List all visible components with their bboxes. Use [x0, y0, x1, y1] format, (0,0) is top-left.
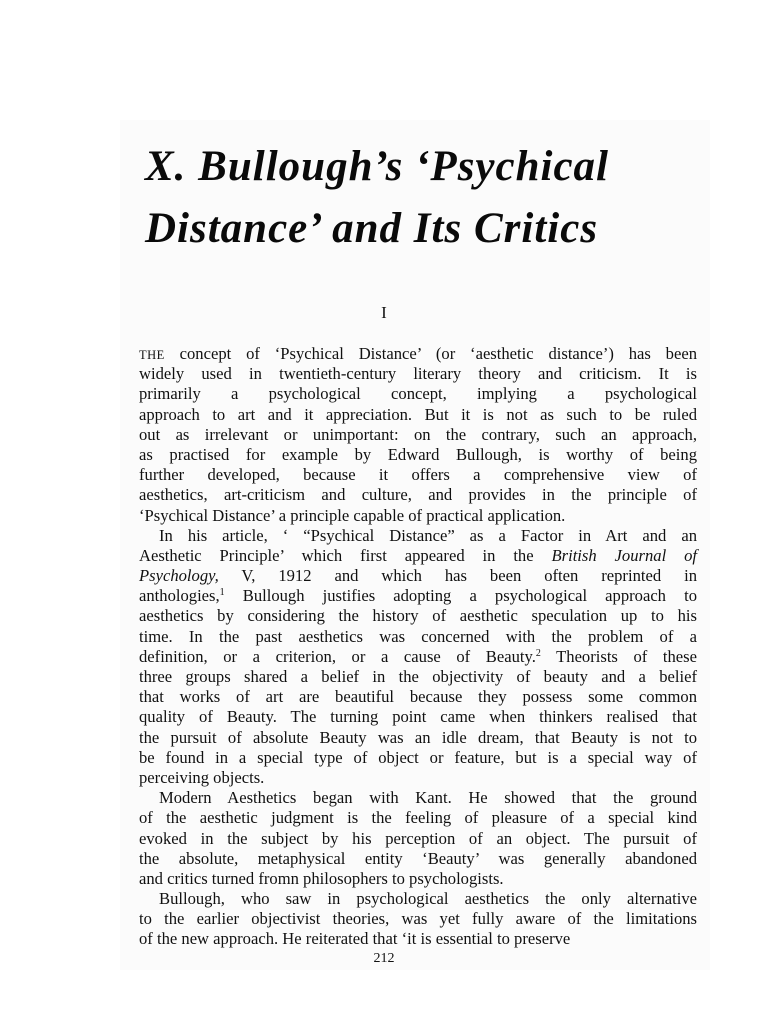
text-line — [139, 384, 697, 404]
text-segment: evoked in the subject by his perception of an object. The pursuit of — [139, 828, 697, 848]
text-segment: to the earlier objectivist theories, was yet fully aware of the limitations — [139, 909, 697, 929]
text-segment: In his article, ‘ “Psychical Distance” as a Factor in Art and an — [159, 525, 697, 545]
text-line — [139, 485, 697, 505]
text-line — [139, 849, 697, 869]
text-segment: concept of ‘Psychical Distance’ (or ‘aesthetic distance’) has been — [164, 344, 697, 363]
text-segment: perceiving objects. — [139, 767, 265, 787]
text-segment: the absolute, metaphysical entity ‘Beauty’ was generally abandoned — [139, 848, 697, 868]
text-line — [139, 405, 697, 425]
text-segment: the pursuit of absolute Beauty was an idle dream, that Beauty is not to — [139, 727, 697, 747]
italic-text: Psychology, — [139, 566, 219, 586]
text-segment: out as irrelevant or unimportant: on the contrary, such an approach, — [139, 424, 697, 444]
text-line — [139, 627, 697, 647]
text-line — [139, 829, 697, 849]
text-segment: three groups shared a belief in the objectivity of beauty and a belief — [139, 667, 697, 686]
text-segment: anthologies, — [139, 586, 220, 606]
text-segment: time. In the past aesthetics was concerned with the problem of a — [139, 626, 697, 646]
text-line — [139, 929, 697, 949]
text-line — [139, 586, 697, 606]
text-line — [139, 465, 697, 485]
body-text — [139, 344, 697, 950]
text-segment: of the aesthetic judgment is the feeling of pleasure of a special kind — [139, 808, 697, 828]
text-segment: of the new approach. He reiterated that ‘it is essential to preserve — [139, 929, 571, 949]
text-line — [139, 344, 697, 364]
text-line — [139, 445, 697, 465]
text-segment: ‘Psychical Distance’ a principle capable of practical application. — [139, 505, 566, 525]
text-line — [139, 647, 697, 667]
paragraph — [139, 526, 697, 788]
text-segment: widely used in twentieth-century literary theory and criticism. It is — [139, 364, 697, 384]
text-segment: be found in a special type of object or feature, but is a special way of — [139, 747, 697, 767]
text-line — [139, 909, 697, 929]
text-line — [139, 768, 697, 788]
text-line — [139, 788, 697, 808]
paragraph — [139, 344, 697, 526]
text-line — [139, 506, 697, 526]
text-line — [139, 425, 697, 445]
text-segment: Modern Aesthetics began with Kant. He showed that the ground — [159, 788, 697, 808]
text-segment: that works of art are beautiful because they possess some common — [139, 687, 697, 707]
text-line — [139, 546, 697, 566]
text-segment: Theorists of these — [540, 646, 697, 666]
text-line — [139, 667, 697, 687]
text-segment: Aesthetic Principle’ which first appeared in the — [139, 545, 552, 565]
text-line — [139, 707, 697, 727]
text-segment: aesthetics by considering the history of aesthetic speculation up to his — [139, 606, 697, 626]
chapter-title — [145, 136, 705, 260]
text-segment: as practised for example by Edward Bullough, is worthy of being — [139, 444, 697, 464]
paragraph — [139, 889, 697, 950]
text-line — [139, 566, 697, 586]
text-segment: further developed, because it offers a comprehensive view of — [139, 465, 697, 485]
text-line — [139, 687, 697, 707]
text-line — [139, 808, 697, 828]
paragraph — [139, 788, 697, 889]
footnote-marker: 2 — [535, 647, 541, 659]
text-segment: quality of Beauty. The turning point came when thinkers realised that — [139, 707, 697, 727]
text-segment: definition, or a criterion, or a cause of Beauty. — [139, 646, 536, 666]
text-segment: aesthetics, art-criticism and culture, and provides in the principle of — [139, 485, 697, 505]
text-segment: Bullough justifies adopting a psychological approach to — [224, 586, 697, 606]
text-segment: and critics turned fromn philosophers to psychologists. — [139, 868, 504, 888]
text-segment: V, 1912 and which has been often reprinted in — [218, 566, 697, 586]
text-line — [139, 869, 697, 889]
text-line — [139, 728, 697, 748]
section-number: I — [381, 303, 387, 322]
text-line — [139, 364, 697, 384]
page-number: 212 — [373, 951, 395, 966]
chapter-title-line-2: Distance’ and Its Critics — [145, 205, 599, 252]
text-line — [139, 748, 697, 768]
text-line — [139, 606, 697, 626]
text-segment: primarily a psychological concept, implying a psychological — [139, 384, 697, 404]
italic-text: British Journal of — [551, 545, 697, 565]
text-line — [139, 526, 697, 546]
text-segment: approach to art and it appreciation. But it is not as such to be ruled — [139, 404, 697, 424]
text-line — [139, 889, 697, 909]
chapter-title-line-1: X. Bullough’s ‘Psychical — [145, 143, 609, 190]
footnote-marker: 1 — [219, 587, 225, 599]
text-segment: Bullough, who saw in psychological aesthetics the only alternative — [159, 889, 697, 909]
small-caps-text: THE — [139, 348, 165, 362]
